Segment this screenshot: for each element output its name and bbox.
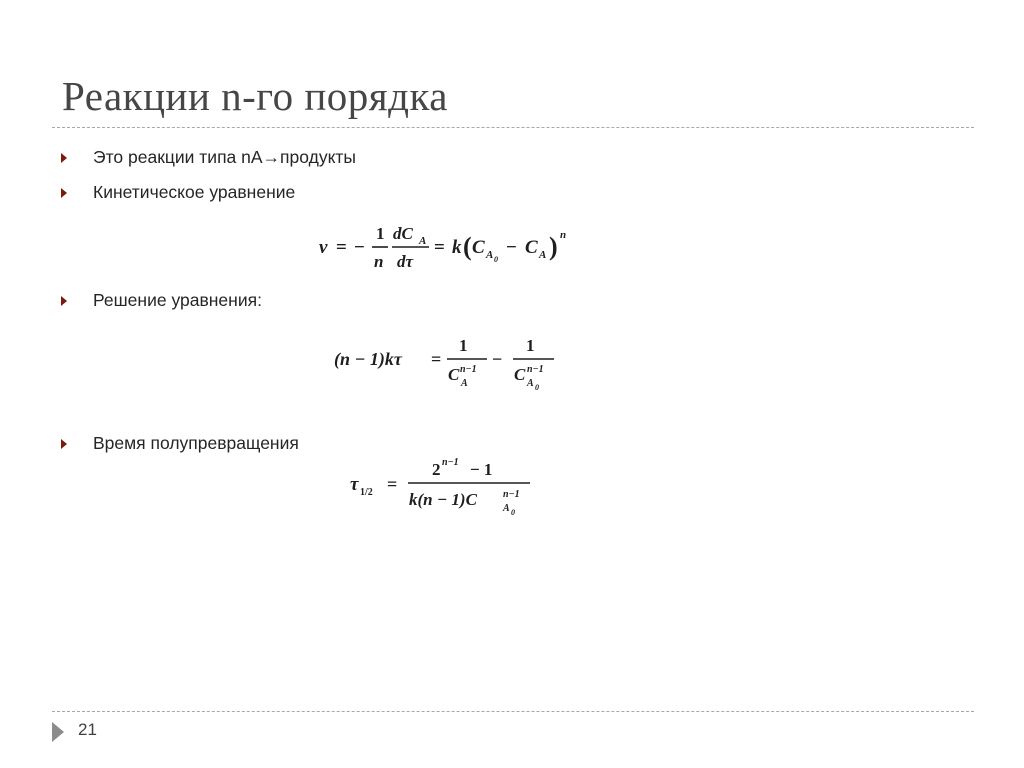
formula-exp-n: n <box>560 229 567 241</box>
formula-eq: = <box>387 474 398 494</box>
formula-sub-a: A <box>539 249 547 261</box>
formula-den-sub: A <box>503 503 510 514</box>
formula-minus: − <box>354 237 365 258</box>
bullet-text: Это реакции типа nA→продукты <box>93 147 357 167</box>
formula-num-exp: n−1 <box>442 457 459 468</box>
formula-den-main: k(n − 1)C <box>409 490 477 509</box>
kinetic-equation-formula <box>316 218 586 274</box>
half-life-formula <box>346 454 546 520</box>
formula-sub-a: A <box>486 249 494 261</box>
bullet-arrow-icon <box>61 439 67 449</box>
formula-eq: = <box>431 349 442 369</box>
formula-k: k <box>452 237 462 258</box>
formula-sub: 1/2 <box>360 487 373 498</box>
formula-c: C <box>514 365 526 384</box>
page-number: 21 <box>78 720 97 739</box>
formula-c: C <box>448 365 460 384</box>
slide-title: Реакции n-го порядка <box>62 73 449 119</box>
solution-formula <box>332 332 572 394</box>
bullet-text: Решение уравнения: <box>93 290 262 310</box>
formula-v: v <box>319 237 328 258</box>
formula-exp: n−1 <box>460 364 477 375</box>
formula-sub-a: A <box>527 378 534 389</box>
formula-den-sub-zero: 0 <box>511 508 515 517</box>
bullet-item-kinetic-equation <box>61 182 295 203</box>
formula-eq: = <box>434 237 445 258</box>
formula-lparen: ( <box>463 232 472 261</box>
formula-sub-zero: 0 <box>535 383 539 392</box>
formula-dc: dC <box>393 224 413 243</box>
formula-tau: τ <box>350 474 359 495</box>
formula-one: 1 <box>376 224 385 243</box>
formula-sub-a: A <box>419 235 427 247</box>
formula-sub-a: A <box>461 378 468 389</box>
bullet-arrow-icon <box>61 188 67 198</box>
formula-c: C <box>472 237 485 258</box>
formula-minus: − <box>506 237 517 258</box>
formula-exp: n−1 <box>527 364 544 375</box>
formula-eq: = <box>336 237 347 258</box>
formula-dtau: dτ <box>397 252 414 271</box>
bullet-text: Время полупревращения <box>93 433 299 453</box>
bullet-arrow-icon <box>61 296 67 306</box>
title-divider <box>52 127 974 128</box>
footer-arrow-icon <box>52 722 64 742</box>
formula-minus: − <box>492 349 503 369</box>
footer-divider <box>52 711 974 712</box>
formula-n: n <box>374 252 384 271</box>
bullet-text: Кинетическое уравнение <box>93 182 296 202</box>
bullet-item-half-life <box>61 433 299 454</box>
formula-one: 1 <box>526 336 535 355</box>
formula-one: 1 <box>459 336 468 355</box>
bullet-item-solution <box>61 290 262 311</box>
formula-den-exp: n−1 <box>503 489 520 500</box>
bullet-item-reaction-type <box>61 147 356 168</box>
formula-lhs: (n − 1)kτ <box>334 349 402 369</box>
formula-sub-zero: 0 <box>494 255 498 264</box>
bullet-arrow-icon <box>61 153 67 163</box>
formula-num-base: 2 <box>432 460 441 479</box>
formula-c: C <box>525 237 538 258</box>
formula-num-rest: − 1 <box>470 460 493 479</box>
formula-rparen: ) <box>549 232 558 261</box>
